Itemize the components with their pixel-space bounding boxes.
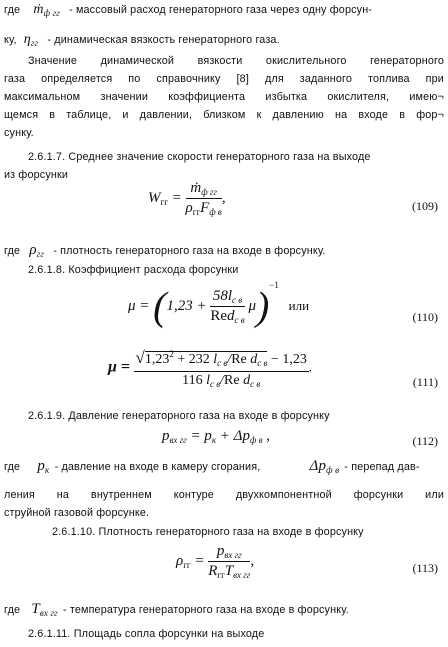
- section-heading: 2.6.1.11. Площадь сопла форсунки на выходе: [28, 628, 265, 640]
- paragraph-line: струйной газовой форсунке.: [4, 507, 150, 519]
- section-heading: 2.6.1.10. Плотность генераторного газа на входе в форсунку: [52, 526, 364, 538]
- formula-112: $p_{вх гг} = p_к + \Delta p_{ф в}$ ,: [162, 428, 271, 445]
- section-heading: 2.6.1.9. Давление генераторного газа на входе в форсунку: [28, 410, 330, 422]
- formula-109: $W_{гг}$ = $\frac{ṁ_{ф гг}}{\rho_{гг}F_{ф в}}$ ,: [148, 180, 226, 217]
- paragraph-line: ления на внутреннем контуре двухкомпонентной форсунки или: [4, 489, 444, 501]
- symbol-delta-p: $\Delta p_{ф в}$: [309, 458, 340, 475]
- symbol-rho: $\rho_{гг}$: [29, 242, 45, 259]
- text-line-1: [4, 3, 448, 20]
- symbol-pk: $p_к$: [37, 458, 50, 475]
- paragraph-line: щемся в таблице, и давлении, близком к давлению на входе в фор¬: [4, 109, 444, 121]
- section-heading-cont: из форсунки: [4, 169, 69, 181]
- word-gde: где: [4, 604, 21, 616]
- word-gde: где: [4, 4, 21, 16]
- definition-text: - плотность генераторного газа на входе в форсунку.: [53, 245, 326, 257]
- equation-number-109: (109): [412, 199, 438, 213]
- paragraph-line: газа определяется по справочнику [8] для заданного топлива при: [4, 73, 444, 85]
- definition-text: - динамическая вязкость генераторного газа.: [47, 34, 280, 46]
- text-line-2: [4, 33, 448, 50]
- definition-text: - массовый расход генераторного газа через одну форсун-: [69, 4, 373, 16]
- symbol-mdot: ṁ$_{ф гг}$: [33, 2, 60, 18]
- formula-110: μ = (1,23 + $\frac{58l_{с в}}{Red_{с в}}$ μ)$^{-1}$ или: [128, 280, 310, 329]
- definition-text: - перепад дав-: [344, 461, 420, 473]
- paragraph-line: Значение динамической вязкости окислительного генераторного: [28, 55, 444, 67]
- text-line-after-113: [4, 602, 448, 620]
- equation-number-113: (113): [412, 561, 438, 575]
- paragraph-line: сунку.: [4, 127, 34, 139]
- text-line-after-109: [4, 243, 448, 261]
- section-heading: 2.6.1.7. Среднее значение скорости генераторного газа на выходе: [28, 151, 371, 163]
- symbol-T: $T_{вх гг}$: [31, 601, 58, 618]
- equation-number-111: (111): [412, 375, 438, 389]
- definition-text: - давление на входе в камеру сгорания,: [54, 461, 261, 473]
- word-ku: ку,: [4, 34, 17, 46]
- definition-text: - температура генераторного газа на входе в форсунку.: [62, 604, 349, 616]
- equation-number-110: (110): [412, 310, 438, 324]
- symbol-eta: $\eta_{гг}$: [23, 32, 39, 48]
- word-gde: где: [4, 245, 21, 257]
- word-gde: где: [4, 461, 21, 473]
- section-heading: 2.6.1.8. Коэффициент расхода форсунки: [28, 264, 239, 276]
- formula-113: $\rho_{гг}$ = $\frac{p_{вх гг}}{R_{гг}T_{вх гг}}$ ,: [176, 543, 255, 580]
- paragraph-line: максимальном значении коэффициента избытка окислителя, имею¬: [4, 91, 444, 103]
- equation-number-112: (112): [412, 434, 438, 448]
- formula-111: μ = $\frac{√1,23^2 + 232 l_{с в}/Re d_{с в} - 1,23}{116 l_{с в}/Re d_{с в}}$ .: [108, 348, 313, 389]
- text-line-after-112: [4, 459, 448, 477]
